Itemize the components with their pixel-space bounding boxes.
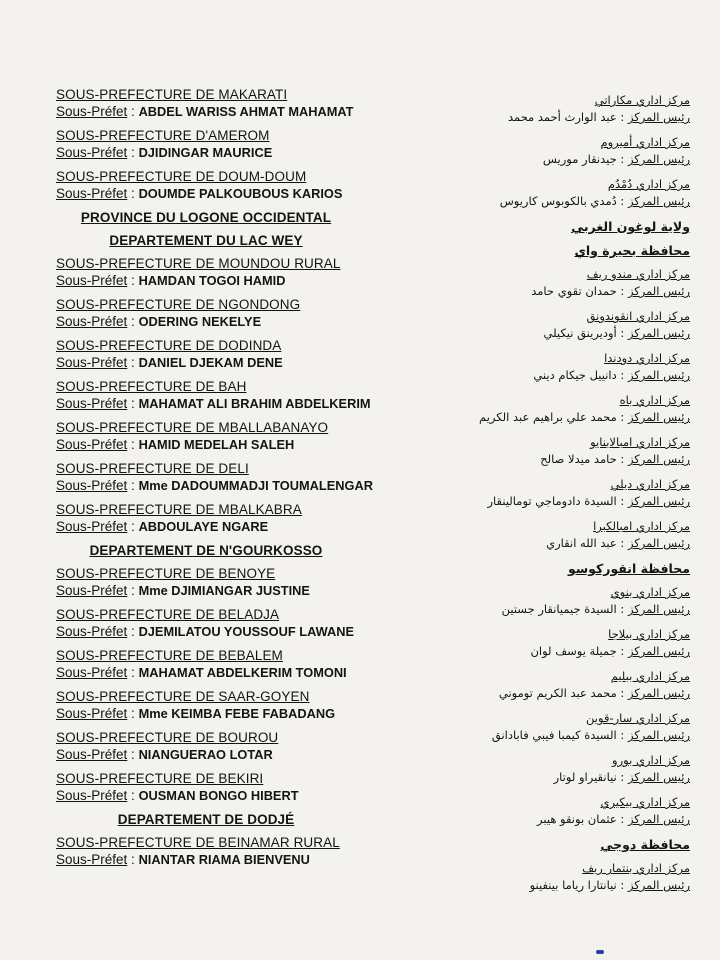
arabic-chief-name: السيدة دادوماجي تومالينقار	[487, 494, 617, 508]
arabic-entry	[450, 308, 690, 342]
sous-prefecture-title: SOUS-PREFECTURE DE NGONDONG	[56, 297, 301, 312]
arabic-chief-name: حامد ميدلا صالح	[540, 452, 617, 466]
french-column	[56, 86, 386, 875]
sous-prefet-name: NIANGUERAO LOTAR	[138, 747, 273, 762]
sous-prefecture-title: SOUS-PREFECTURE DE SAAR-GOYEN	[56, 689, 310, 704]
sous-prefet-label: Sous-Préfet	[56, 355, 128, 370]
sous-prefet-line	[56, 103, 386, 120]
separator: :	[616, 536, 628, 550]
arabic-center-title: مركز اداري باه	[619, 393, 690, 407]
department-title: DEPARTEMENT DU LAC WEY	[109, 233, 303, 248]
separator: :	[127, 665, 139, 680]
arabic-chief-line	[450, 811, 690, 828]
arabic-chief-label: رئيس المركز	[627, 368, 690, 382]
separator: :	[127, 437, 139, 452]
sous-prefecture-entry	[56, 296, 386, 330]
separator: :	[616, 410, 628, 424]
sous-prefecture-entry	[56, 647, 386, 681]
arabic-chief-label: رئيس المركز	[627, 452, 690, 466]
separator: :	[127, 145, 139, 160]
sous-prefecture-title: SOUS-PREFECTURE DE MBALKABRA	[56, 502, 302, 517]
separator: :	[127, 747, 139, 762]
sous-prefet-label: Sous-Préfet	[56, 437, 128, 452]
department-heading	[56, 209, 386, 226]
separator: :	[616, 452, 628, 466]
arabic-chief-name: حمدان تقوي حامد	[531, 284, 617, 298]
arabic-chief-line	[450, 769, 690, 786]
arabic-chief-name: جيدنقار موريس	[542, 152, 617, 166]
sous-prefet-label: Sous-Préfet	[56, 665, 128, 680]
arabic-heading: محافظة انقوركوسو	[568, 561, 690, 576]
separator: :	[616, 368, 628, 382]
sous-prefet-line	[56, 354, 386, 371]
sous-prefet-line	[56, 705, 386, 722]
arabic-center-title: مركز اداري بنوي	[610, 585, 690, 599]
sous-prefecture-entry	[56, 834, 386, 868]
sous-prefet-label: Sous-Préfet	[56, 583, 128, 598]
arabic-chief-line	[450, 877, 690, 894]
sous-prefecture-entry	[56, 729, 386, 763]
sous-prefet-label: Sous-Préfet	[56, 478, 128, 493]
arabic-entry	[450, 92, 690, 126]
arabic-entry	[450, 584, 690, 618]
arabic-entry	[450, 860, 690, 894]
sous-prefecture-entry	[56, 501, 386, 535]
sous-prefet-line	[56, 477, 386, 494]
arabic-entry	[450, 134, 690, 168]
arabic-entry	[450, 668, 690, 702]
arabic-heading: ولاية لوغون الغربي	[571, 219, 690, 234]
sous-prefet-line	[56, 746, 386, 763]
arabic-entry	[450, 518, 690, 552]
arabic-chief-name: نيانقيراو لوتار	[553, 770, 617, 784]
sous-prefet-line	[56, 395, 386, 412]
sous-prefet-name: Mme KEIMBA FEBE FABADANG	[138, 706, 336, 721]
sous-prefet-line	[56, 582, 386, 599]
arabic-heading: محافظة دوجي	[600, 837, 690, 852]
separator: :	[616, 686, 628, 700]
arabic-chief-label: رئيس المركز	[627, 602, 690, 616]
sous-prefecture-entry	[56, 255, 386, 289]
sous-prefecture-entry	[56, 770, 386, 804]
arabic-chief-line	[450, 493, 690, 510]
sous-prefet-line	[56, 518, 386, 535]
sous-prefecture-title: SOUS-PREFECTURE DE BOUROU	[56, 730, 279, 745]
arabic-center-title: مركز اداري دُمْدُم	[607, 177, 690, 191]
sous-prefet-line	[56, 664, 386, 681]
sous-prefet-name: HAMID MEDELAH SALEH	[138, 437, 295, 452]
separator: :	[616, 152, 628, 166]
arabic-chief-name: محمد علي براهيم عبد الكريم	[479, 410, 617, 424]
sous-prefecture-title: SOUS-PREFECTURE DE BAH	[56, 379, 247, 394]
separator: :	[616, 878, 628, 892]
arabic-chief-name: دانييل جيكام ديني	[533, 368, 617, 382]
sous-prefet-line	[56, 787, 386, 804]
sous-prefecture-title: SOUS-PREFECTURE DE BEINAMAR RURAL	[56, 835, 340, 850]
separator: :	[127, 273, 139, 288]
separator: :	[616, 494, 628, 508]
sous-prefecture-title: SOUS-PREFECTURE D'AMEROM	[56, 128, 270, 143]
sous-prefet-line	[56, 436, 386, 453]
separator: :	[127, 396, 139, 411]
sous-prefet-label: Sous-Préfet	[56, 186, 128, 201]
sous-prefecture-title: SOUS-PREFECTURE DE BENOYE	[56, 566, 276, 581]
arabic-chief-line	[450, 193, 690, 210]
sous-prefet-name: ABDOULAYE NGARE	[138, 519, 269, 534]
separator: :	[127, 706, 139, 721]
separator: :	[616, 770, 628, 784]
arabic-chief-line	[450, 109, 690, 126]
arabic-chief-line	[450, 535, 690, 552]
sous-prefecture-title: SOUS-PREFECTURE DE BELADJA	[56, 607, 280, 622]
arabic-center-title: مركز اداري انقوندونق	[586, 309, 690, 323]
sous-prefet-label: Sous-Préfet	[56, 747, 128, 762]
separator: :	[616, 194, 628, 208]
arabic-chief-label: رئيس المركز	[627, 686, 690, 700]
arabic-entry	[450, 392, 690, 426]
sous-prefet-label: Sous-Préfet	[56, 624, 128, 639]
arabic-entry	[450, 176, 690, 210]
arabic-chief-label: رئيس المركز	[627, 194, 690, 208]
arabic-chief-name: جميلة يوسف لوان	[530, 644, 617, 658]
sous-prefecture-entry	[56, 688, 386, 722]
arabic-chief-line	[450, 325, 690, 342]
sous-prefet-line	[56, 623, 386, 640]
separator: :	[616, 644, 628, 658]
arabic-chief-line	[450, 367, 690, 384]
arabic-chief-label: رئيس المركز	[627, 152, 690, 166]
arabic-chief-line	[450, 727, 690, 744]
department-heading	[56, 542, 386, 559]
arabic-entry	[450, 626, 690, 660]
arabic-entry	[450, 434, 690, 468]
arabic-chief-name: عبد الله انقاري	[546, 536, 617, 550]
arabic-chief-line	[450, 409, 690, 426]
arabic-chief-name: أوديرينق نيكيلي	[543, 326, 617, 340]
arabic-center-title: مركز اداري دودندا	[604, 351, 690, 365]
department-title: PROVINCE DU LOGONE OCCIDENTAL	[80, 210, 332, 225]
sous-prefet-name: MAHAMAT ABDELKERIM TOMONI	[138, 665, 347, 680]
sous-prefecture-title: SOUS-PREFECTURE DE MBALLABANAYO	[56, 420, 329, 435]
sous-prefet-label: Sous-Préfet	[56, 706, 128, 721]
sous-prefecture-title: SOUS-PREFECTURE DE MAKARATI	[56, 87, 288, 102]
sous-prefet-label: Sous-Préfet	[56, 519, 128, 534]
sous-prefet-name: DJIDINGAR MAURICE	[138, 145, 273, 160]
arabic-center-title: مركز اداري ببليم	[610, 669, 690, 683]
arabic-center-title: مركز اداري بيلاجا	[608, 627, 690, 641]
separator: :	[127, 519, 139, 534]
sous-prefecture-entry	[56, 565, 386, 599]
arabic-chief-line	[450, 151, 690, 168]
arabic-chief-label: رئيس المركز	[627, 728, 690, 742]
separator: :	[127, 186, 139, 201]
arabic-center-title: مركز اداري امبالابنايو	[590, 435, 690, 449]
arabic-chief-line	[450, 601, 690, 618]
department-title: DEPARTEMENT DE DODJÉ	[117, 812, 295, 827]
department-title: DEPARTEMENT DE N'GOURKOSSO	[89, 543, 323, 558]
sous-prefet-label: Sous-Préfet	[56, 396, 128, 411]
arabic-entry	[450, 350, 690, 384]
sous-prefet-label: Sous-Préfet	[56, 273, 128, 288]
arabic-chief-label: رئيس المركز	[627, 644, 690, 658]
arabic-center-title: مركز اداري سار-قوين	[586, 711, 690, 725]
arabic-entry	[450, 476, 690, 510]
separator: :	[127, 478, 139, 493]
sous-prefet-name: OUSMAN BONGO HIBERT	[138, 788, 299, 803]
arabic-chief-label: رئيس المركز	[627, 878, 690, 892]
separator: :	[127, 624, 139, 639]
sous-prefecture-entry	[56, 606, 386, 640]
separator: :	[616, 110, 628, 124]
sous-prefet-line	[56, 185, 386, 202]
sous-prefet-label: Sous-Préfet	[56, 314, 128, 329]
sous-prefecture-title: SOUS-PREFECTURE DE DOUM-DOUM	[56, 169, 307, 184]
arabic-chief-label: رئيس المركز	[627, 770, 690, 784]
arabic-chief-label: رئيس المركز	[627, 326, 690, 340]
separator: :	[616, 728, 628, 742]
arabic-chief-line	[450, 283, 690, 300]
sous-prefet-label: Sous-Préfet	[56, 852, 128, 867]
arabic-chief-name: عبد الوارث أحمد محمد	[507, 110, 617, 124]
sous-prefet-line	[56, 144, 386, 161]
sous-prefet-label: Sous-Préfet	[56, 788, 128, 803]
separator: :	[127, 314, 139, 329]
arabic-column	[450, 92, 690, 902]
sous-prefet-name: ODERING NEKELYE	[138, 314, 262, 329]
arabic-chief-name: السيدة كيمبا فيبي فابادانق	[491, 728, 617, 742]
arabic-entry	[450, 794, 690, 828]
sous-prefet-name: HAMDAN TOGOI HAMID	[138, 273, 286, 288]
arabic-chief-label: رئيس المركز	[627, 410, 690, 424]
sous-prefecture-title: SOUS-PREFECTURE DE MOUNDOU RURAL	[56, 256, 341, 271]
arabic-chief-line	[450, 451, 690, 468]
arabic-chief-name: محمد عبد الكريم توموني	[498, 686, 617, 700]
separator: :	[127, 583, 139, 598]
arabic-center-title: مركز اداري مكاراتي	[594, 93, 690, 107]
sous-prefet-name: NIANTAR RIAMA BIENVENU	[138, 852, 310, 867]
sous-prefecture-entry	[56, 86, 386, 120]
arabic-chief-name: عثمان بونقو هيبر	[537, 812, 617, 826]
arabic-chief-label: رئيس المركز	[627, 284, 690, 298]
sous-prefecture-title: SOUS-PREFECTURE DE DODINDA	[56, 338, 282, 353]
separator: :	[616, 602, 628, 616]
arabic-chief-name: السيدة جيميانقار جستين	[501, 602, 617, 616]
sous-prefet-name: Mme DJIMIANGAR JUSTINE	[138, 583, 310, 598]
sous-prefet-name: ABDEL WARISS AHMAT MAHAMAT	[138, 104, 354, 119]
arabic-center-title: مركز اداري أميروم	[600, 135, 690, 149]
separator: :	[127, 852, 139, 867]
sous-prefet-name: MAHAMAT ALI BRAHIM ABDELKERIM	[138, 396, 371, 411]
arabic-chief-label: رئيس المركز	[627, 536, 690, 550]
separator: :	[127, 104, 139, 119]
arabic-center-title: مركز اداري بورو	[612, 753, 690, 767]
sous-prefet-label: Sous-Préfet	[56, 104, 128, 119]
arabic-entry	[450, 710, 690, 744]
sous-prefecture-entry	[56, 168, 386, 202]
arabic-chief-line	[450, 643, 690, 660]
arabic-chief-name: دُمدي بالكوبوس كاريوس	[499, 194, 617, 208]
sous-prefecture-title: SOUS-PREFECTURE DE BEKIRI	[56, 771, 264, 786]
sous-prefecture-entry	[56, 337, 386, 371]
separator: :	[127, 355, 139, 370]
arabic-center-title: مركز اداري بنتمار ريف	[582, 861, 690, 875]
sous-prefet-line	[56, 313, 386, 330]
arabic-chief-label: رئيس المركز	[627, 812, 690, 826]
sous-prefet-name: DOUMDE PALKOUBOUS KARIOS	[138, 186, 343, 201]
separator: :	[616, 326, 628, 340]
sous-prefet-line	[56, 851, 386, 868]
separator: :	[127, 788, 139, 803]
sous-prefecture-title: SOUS-PREFECTURE DE BEBALEM	[56, 648, 283, 663]
arabic-chief-label: رئيس المركز	[627, 494, 690, 508]
arabic-chief-name: نيانتارا رياما بينفينو	[529, 878, 617, 892]
arabic-chief-line	[450, 685, 690, 702]
sous-prefet-name: DJEMILATOU YOUSSOUF LAWANE	[138, 624, 354, 639]
arabic-center-title: مركز اداري مندو ريف	[586, 267, 690, 281]
sous-prefet-name: DANIEL DJEKAM DENE	[138, 355, 283, 370]
arabic-center-title: مركز اداري امبالكبرا	[593, 519, 690, 533]
sous-prefecture-entry	[56, 460, 386, 494]
arabic-chief-label: رئيس المركز	[627, 110, 690, 124]
arabic-center-title: مركز اداري بيكيري	[600, 795, 690, 809]
sous-prefet-line	[56, 272, 386, 289]
separator: :	[616, 284, 628, 298]
arabic-entry	[450, 752, 690, 786]
department-heading	[56, 232, 386, 249]
arabic-entry	[450, 266, 690, 300]
sous-prefecture-entry	[56, 127, 386, 161]
sous-prefecture-entry	[56, 419, 386, 453]
sous-prefet-label: Sous-Préfet	[56, 145, 128, 160]
separator: :	[616, 812, 628, 826]
sous-prefecture-entry	[56, 378, 386, 412]
department-heading	[56, 811, 386, 828]
sous-prefet-name: Mme DADOUMMADJI TOUMALENGAR	[138, 478, 373, 493]
arabic-heading: محافظة بحيرة واي	[574, 243, 690, 258]
sous-prefecture-title: SOUS-PREFECTURE DE DELI	[56, 461, 249, 476]
arabic-center-title: مركز اداري ديلي	[610, 477, 690, 491]
ink-mark	[596, 950, 604, 954]
